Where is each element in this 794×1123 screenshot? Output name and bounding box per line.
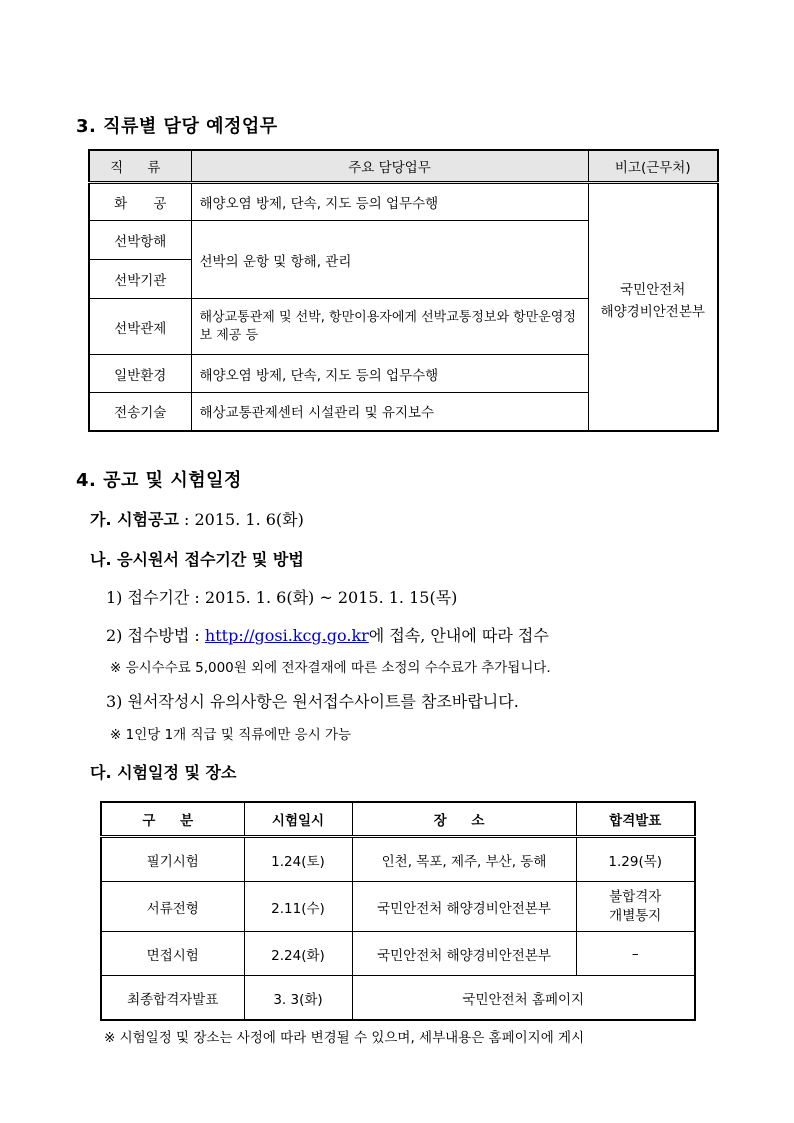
schedule-type: 최종합격자발표 [101, 976, 244, 1021]
application-title: 나. 응시원서 접수기간 및 방법 [90, 550, 304, 569]
workplace-cell [588, 183, 718, 431]
form-instructions: 3) 원서작성시 유의사항은 원서접수사이트를 참조바랍니다. [106, 692, 519, 711]
gosi-link[interactable]: http://gosi.kcg.go.kr [204, 626, 369, 645]
header-date: 시험일시 [244, 802, 352, 837]
section3-title: 3. 직류별 담당 예정업무 [76, 116, 278, 137]
schedule-type: 서류전형 [101, 882, 244, 932]
table-row [101, 932, 695, 976]
job-cell: 전송기술 [89, 393, 191, 431]
application-period [106, 585, 457, 608]
table-row [101, 882, 695, 932]
duty-cell: 해양오염 방제, 단속, 지도 등의 업무수행 [191, 355, 588, 393]
schedule-date: 2.24(화) [244, 932, 352, 976]
schedule-result: – [576, 932, 695, 976]
application-period-label: 1) 접수기간 [106, 588, 190, 607]
header-place: 장 소 [352, 802, 576, 837]
table-row [101, 976, 695, 1021]
announcement-line [90, 507, 304, 530]
job-cell: 선박관제 [89, 299, 191, 355]
table-row [89, 183, 718, 221]
separator: : [189, 626, 205, 645]
workplace-line1: 국민안전처 [620, 281, 686, 298]
schedule-result: 1.29(목) [576, 837, 695, 882]
duty-cell: 해상교통관제센터 시설관리 및 유지보수 [191, 393, 588, 431]
schedule-place: 국민안전처 홈페이지 [352, 976, 695, 1021]
schedule-place: 국민안전처 해양경비안전본부 [352, 932, 576, 976]
header-type: 구 분 [101, 802, 244, 837]
job-cell: 일반환경 [89, 355, 191, 393]
header-workplace: 비고(근무처) [588, 150, 718, 183]
schedule-table [100, 801, 696, 1021]
job-cell: 선박항해 [89, 221, 191, 260]
schedule-result [576, 882, 695, 932]
schedule-date: 2.11(수) [244, 882, 352, 932]
job-cell: 선박기관 [89, 260, 191, 299]
table-row [101, 837, 695, 882]
job-cell: 화 공 [89, 183, 191, 221]
schedule-date: 1.24(토) [244, 837, 352, 882]
header-job: 직 류 [89, 150, 191, 183]
duty-cell: 해상교통관제 및 선박, 항만이용자에게 선박교통정보와 항만운영정보 제공 등 [191, 299, 588, 355]
schedule-type: 필기시험 [101, 837, 244, 882]
workplace-line2: 해양경비안전본부 [600, 303, 705, 320]
schedule-date: 3. 3(화) [244, 976, 352, 1021]
application-period-value: : 2015. 1. 6(화) ~ 2015. 1. 15(목) [189, 588, 458, 607]
application-method [106, 623, 549, 646]
header-result: 합격발표 [576, 802, 695, 837]
fee-note: ※ 응시수수료 5,000원 외에 전자결재에 따른 소정의 수수료가 추가됩니다. [110, 660, 551, 676]
application-method-label: 2) 접수방법 [106, 626, 190, 645]
schedule-title: 다. 시험일정 및 장소 [90, 763, 237, 782]
result-line2: 개별통지 [609, 907, 662, 924]
one-per-person-note: ※ 1인당 1개 직급 및 직류에만 응시 가능 [110, 727, 352, 743]
duty-cell: 선박의 운항 및 항해, 관리 [191, 221, 588, 299]
header-duty: 주요 담당업무 [191, 150, 588, 183]
schedule-place: 국민안전처 해양경비안전본부 [352, 882, 576, 932]
announcement-date: : 2015. 1. 6(화) [178, 510, 304, 529]
schedule-footer-note: ※ 시험일정 및 장소는 사정에 따라 변경될 수 있으며, 세부내용은 홈페이지에 게시 [104, 1030, 585, 1046]
duty-table [88, 149, 719, 432]
schedule-type: 면접시험 [101, 932, 244, 976]
section4-title: 4. 공고 및 시험일정 [76, 470, 242, 491]
announcement-label: 가. 시험공고 [90, 510, 179, 529]
schedule-place: 인천, 목포, 제주, 부산, 동해 [352, 837, 576, 882]
duty-cell: 해양오염 방제, 단속, 지도 등의 업무수행 [191, 183, 588, 221]
application-method-rest: 에 접속, 안내에 따라 접수 [368, 626, 549, 645]
schedule-table-header [101, 802, 695, 837]
result-line1: 불합격자 [609, 888, 662, 905]
duty-table-header [89, 150, 718, 183]
